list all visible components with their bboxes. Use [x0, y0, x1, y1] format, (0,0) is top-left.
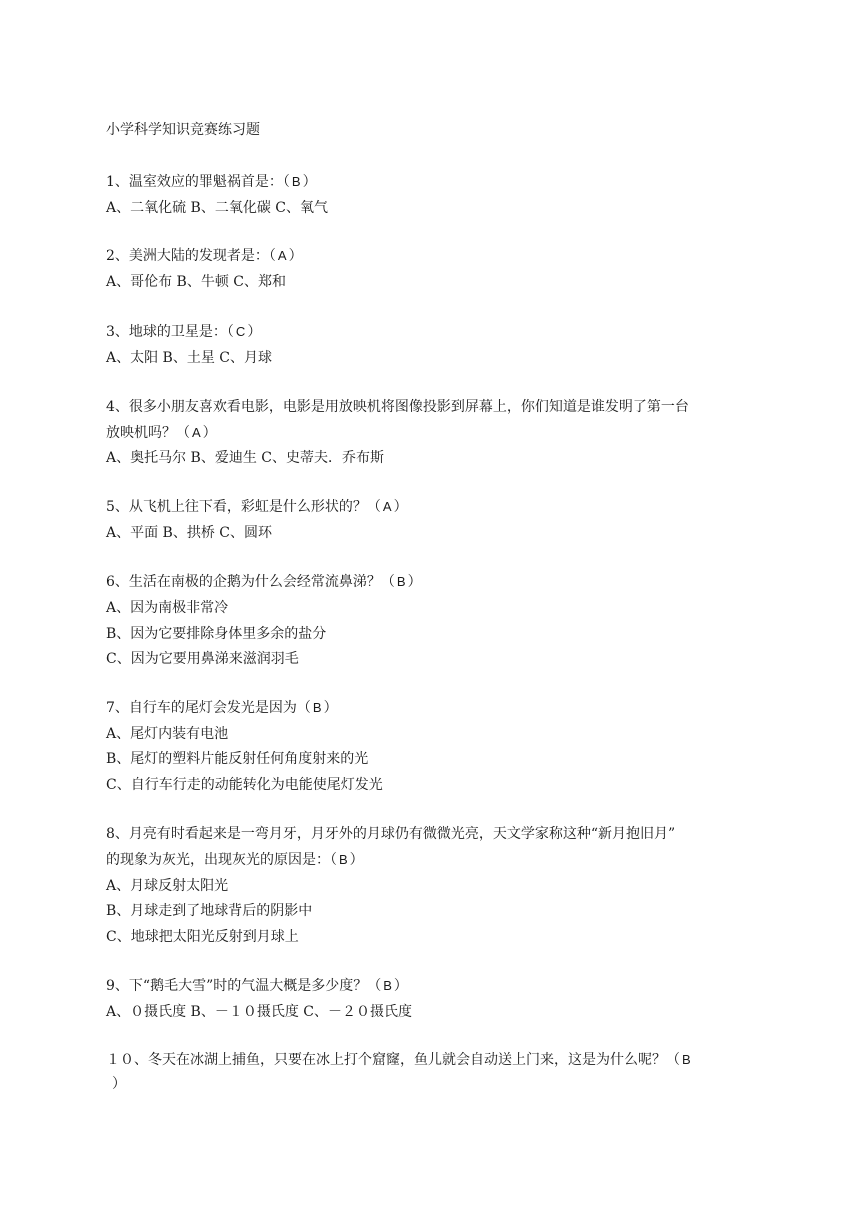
question-2-answer: A [277, 248, 287, 263]
question-6-option-b: B、因为它要排除身体里多余的盐分 [106, 626, 327, 642]
question-10-answer: B [682, 1052, 691, 1067]
question-1-answer: B [291, 174, 301, 189]
question-8-option-c: C、地球把太阳光反射到月球上 [106, 929, 299, 945]
document-title: 小学科学知识竞赛练习题 [106, 122, 260, 138]
question-4-options: A、奥托马尔 B、爱迪生 C、史蒂夫．乔布斯 [106, 450, 385, 466]
question-4-stem: 放映机吗？（ A ） [106, 425, 217, 441]
question-5-stem: 5、从飞机上往下看，彩虹是什么形状的？（ A ） [106, 499, 408, 515]
question-9-stem: 9、下“鹅毛大雪”时的气温大概是多少度？（ B ） [106, 978, 408, 994]
question-9-options: A、０摄氏度 B、－１０摄氏度 C、－２０摄氏度 [106, 1004, 413, 1020]
question-3-options: A、太阳 B、土星 C、月球 [106, 350, 273, 366]
question-2-stem: 2、美洲大陆的发现者是：（ A ） [106, 248, 303, 264]
question-10-stem: １０、冬天在冰湖上捕鱼，只要在冰上打个窟窿，鱼儿就会自动送上门来，这是为什么呢？（ B [106, 1052, 691, 1068]
question-8-option-b: B、月球走到了地球背后的阴影中 [106, 903, 313, 919]
question-6-option-a: A、因为南极非常冷 [106, 600, 229, 616]
question-7-stem: 7、自行车的尾灯会发光是因为（ B ） [106, 700, 338, 716]
question-5-options: A、平面 B、拱桥 C、圆环 [106, 525, 273, 541]
question-6-option-c: C、因为它要用鼻涕来滋润羽毛 [106, 651, 299, 667]
question-8-answer: B [339, 852, 348, 867]
question-8-option-a: A、月球反射太阳光 [106, 878, 229, 894]
question-7-option-a: A、尾灯内装有电池 [106, 726, 229, 742]
question-8-stem: 的现象为灰光，出现灰光的原因是：（ B ） [106, 852, 364, 868]
question-3-answer: C [235, 324, 246, 339]
question-4-stem-line1: 4、很多小朋友喜欢看电影，电影是用放映机将图像投影到屏幕上，你们知道是谁发明了第一台 [106, 399, 689, 415]
question-4-answer: A [192, 425, 201, 440]
question-1-options: A、二氧化硫 B、二氧化碳 C、氧气 [106, 200, 329, 216]
question-6-answer: B [396, 574, 406, 589]
question-1-stem: 1、温室效应的罪魁祸首是：（ B ） [106, 174, 317, 190]
question-5-answer: A [382, 499, 392, 514]
question-8-stem-line1: 8、月亮有时看起来是一弯月牙，月牙外的月球仍有微微光亮，天文学家称这种“新月抱旧月” [106, 826, 676, 842]
question-2-options: A、哥伦布 B、牛顿 C、郑和 [106, 274, 287, 290]
question-6-stem: 6、生活在南极的企鹅为什么会经常流鼻涕？（ B ） [106, 574, 422, 590]
question-7-option-c: C、自行车行走的动能转化为电能使尾灯发光 [106, 777, 383, 793]
question-7-option-b: B、尾灯的塑料片能反射任何角度射来的光 [106, 751, 369, 767]
question-9-answer: B [383, 978, 392, 993]
question-3-stem: 3、地球的卫星是：（ C ） [106, 324, 262, 340]
question-7-answer: B [312, 700, 322, 715]
question-10-close: ） [112, 1076, 126, 1092]
